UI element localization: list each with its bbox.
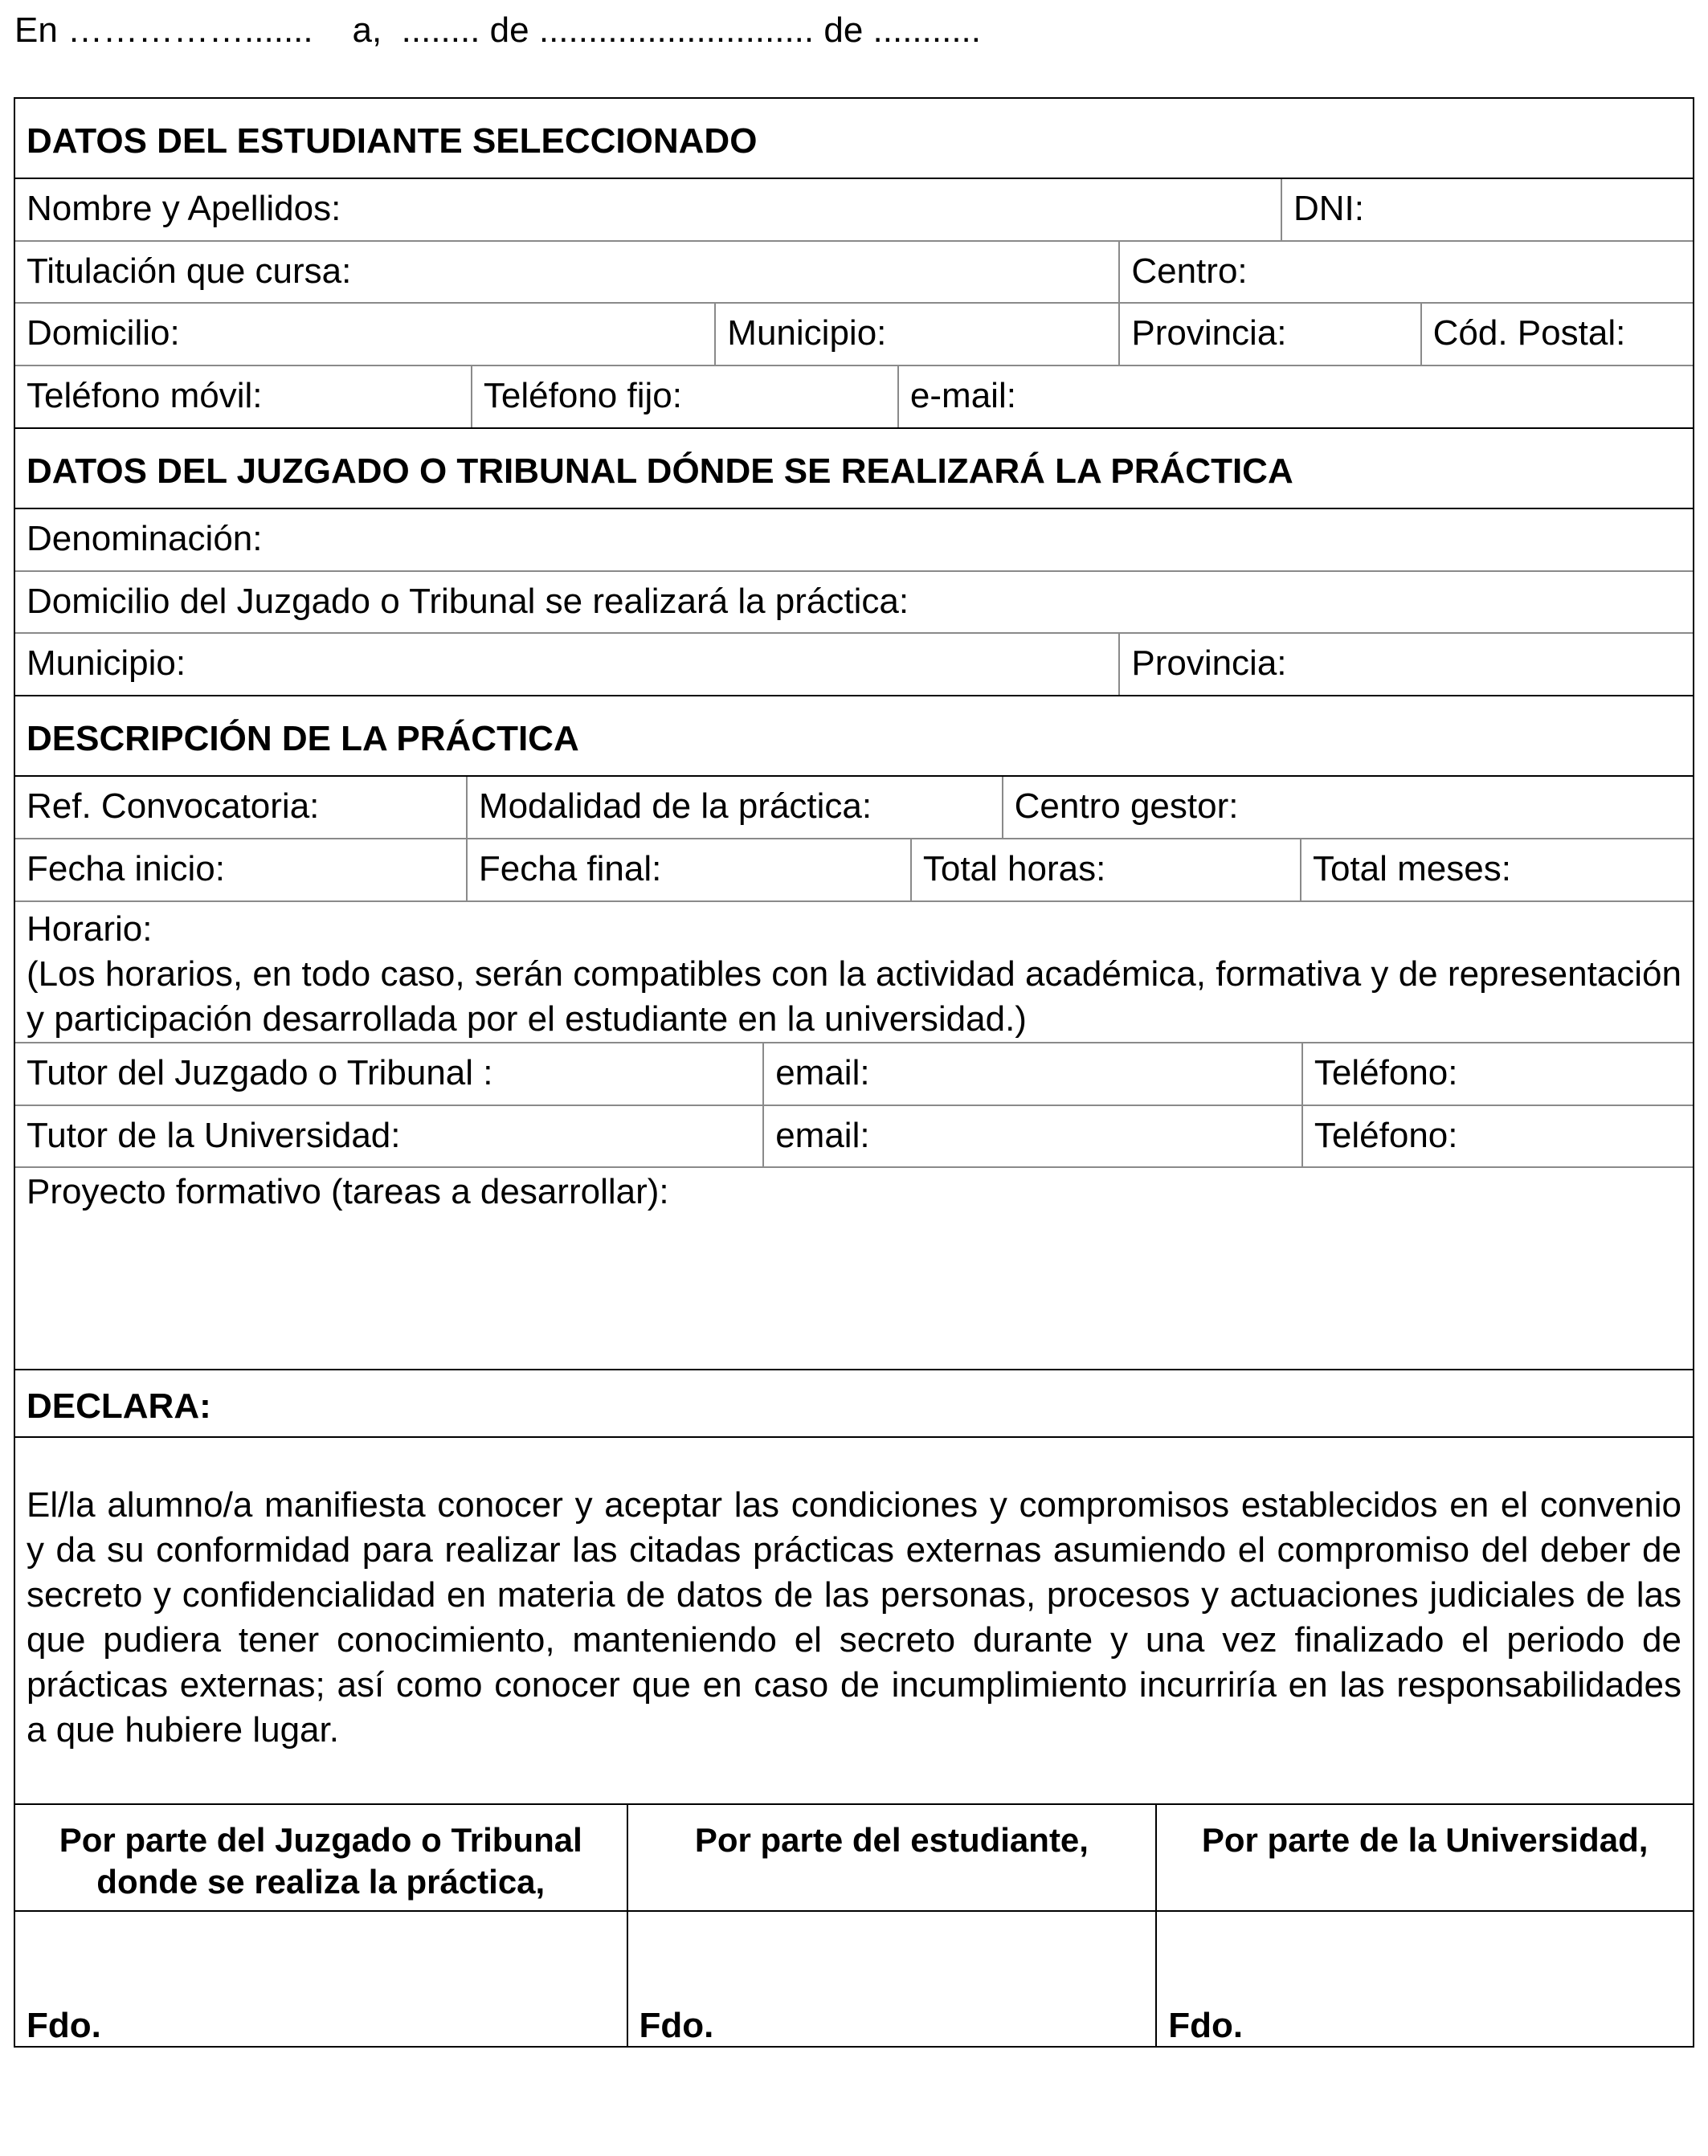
practice-total-hours-field[interactable]: Total horas: <box>910 839 1300 900</box>
practice-ref-row <box>15 775 1693 838</box>
signature-student-label: Por parte del estudiante, <box>627 1805 1156 1910</box>
court-tutor-phone-field[interactable]: Teléfono: <box>1301 1043 1693 1105</box>
university-tutor-email-field[interactable]: email: <box>762 1106 1301 1166</box>
student-name-row <box>15 178 1693 240</box>
internship-form <box>14 97 1694 2048</box>
student-landline-field[interactable]: Teléfono fijo: <box>471 366 897 427</box>
practice-total-months-field[interactable]: Total meses: <box>1300 839 1693 900</box>
student-address-field[interactable]: Domicilio: <box>27 313 180 353</box>
student-postal-code-field[interactable]: Cód. Postal: <box>1420 304 1693 365</box>
declara-text: El/la alumno/a manifiesta conocer y aceptar las condiciones y compromisos establecidos en el convenio y da su conformidad para realizar las citadas prácticas externas asumiendo el compromiso del deber de secreto y confidencialidad en materia de datos de las personas, procesos y actuaciones judiciales de las que pudiera tener conocimiento, manteniendo el secreto durante y una vez finalizado el periodo de prácticas externas; así como conocer que en caso de incumplimiento incurriría en las responsabilidades a que hubiere lugar. <box>27 1485 1681 1750</box>
training-project-row <box>15 1166 1693 1369</box>
practice-end-date-field[interactable]: Fecha final: <box>466 839 910 900</box>
court-section-title: DATOS DEL JUZGADO O TRIBUNAL DÓNDE SE REALIZARÁ LA PRÁCTICA <box>27 451 1293 491</box>
court-section-header <box>15 427 1693 508</box>
practice-dates-row <box>15 838 1693 900</box>
declara-text-row <box>15 1436 1693 1803</box>
student-province-field[interactable]: Provincia: <box>1118 304 1420 365</box>
practice-section-title: DESCRIPCIÓN DE LA PRÁCTICA <box>27 719 579 758</box>
practice-start-date-field[interactable]: Fecha inicio: <box>27 849 226 888</box>
court-location-row <box>15 632 1693 695</box>
signature-university-box[interactable] <box>1155 1912 1693 2046</box>
practice-management-center-field[interactable]: Centro gestor: <box>1002 777 1693 838</box>
court-name-row <box>15 508 1693 570</box>
student-degree-row <box>15 240 1693 302</box>
signature-court-fdo: Fdo. <box>27 2006 101 2045</box>
court-address-field[interactable]: Domicilio del Juzgado o Tribunal se realizará la práctica: <box>27 582 909 621</box>
signature-student-box[interactable] <box>627 1912 1156 2046</box>
place-date-line: En ……………....... a, ........ de ............................ de ........... <box>14 10 981 50</box>
signature-court-label: Por parte del Juzgado o Tribunal donde se realiza la práctica, <box>59 1821 582 1901</box>
court-tutor-row <box>15 1042 1693 1105</box>
university-tutor-phone-field[interactable]: Teléfono: <box>1301 1106 1693 1166</box>
signature-body-row <box>15 1910 1693 2046</box>
student-section-header <box>15 99 1693 178</box>
university-tutor-row <box>15 1105 1693 1166</box>
practice-ref-field[interactable]: Ref. Convocatoria: <box>27 786 320 826</box>
signature-student-fdo: Fdo. <box>639 2006 714 2045</box>
court-name-field[interactable]: Denominación: <box>27 519 263 558</box>
student-name-field[interactable]: Nombre y Apellidos: <box>27 189 341 228</box>
student-center-field[interactable]: Centro: <box>1118 242 1693 302</box>
practice-section-header <box>15 695 1693 775</box>
student-section-title: DATOS DEL ESTUDIANTE SELECCIONADO <box>27 121 758 161</box>
training-project-label: Proyecto formativo (tareas a desarrollar): <box>27 1172 669 1211</box>
court-province-field[interactable]: Provincia: <box>1118 634 1693 695</box>
declara-section-header <box>15 1369 1693 1436</box>
signature-university-fdo: Fdo. <box>1168 2006 1244 2045</box>
practice-schedule-label: Horario: <box>27 909 153 949</box>
declara-title: DECLARA: <box>27 1386 211 1426</box>
student-municipality-field[interactable]: Municipio: <box>714 304 1118 365</box>
training-project-field[interactable] <box>15 1168 1693 1369</box>
student-email-field[interactable]: e-mail: <box>897 366 1693 427</box>
signature-university-label: Por parte de la Universidad, <box>1155 1805 1693 1910</box>
student-mobile-field[interactable]: Teléfono móvil: <box>27 376 263 415</box>
court-tutor-email-field[interactable]: email: <box>762 1043 1301 1105</box>
practice-schedule-row <box>15 900 1693 1042</box>
university-tutor-field[interactable]: Tutor de la Universidad: <box>27 1116 401 1155</box>
student-contact-row <box>15 365 1693 427</box>
student-degree-field[interactable]: Titulación que cursa: <box>27 251 352 291</box>
signature-court-box[interactable] <box>15 1912 627 2046</box>
court-tutor-field[interactable]: Tutor del Juzgado o Tribunal : <box>27 1053 493 1092</box>
court-municipality-field[interactable]: Municipio: <box>27 643 186 683</box>
student-address-row <box>15 302 1693 365</box>
student-dni-field[interactable]: DNI: <box>1281 179 1693 240</box>
practice-modality-field[interactable]: Modalidad de la práctica: <box>466 777 1002 838</box>
practice-schedule-field[interactable] <box>15 902 1693 1042</box>
signature-header-row <box>15 1803 1693 1910</box>
court-address-row <box>15 570 1693 632</box>
practice-schedule-note: (Los horarios, en todo caso, serán compatibles con la actividad académica, formativa y de representación y participación desarrollada por el estudiante en la universidad.) <box>27 954 1681 1039</box>
